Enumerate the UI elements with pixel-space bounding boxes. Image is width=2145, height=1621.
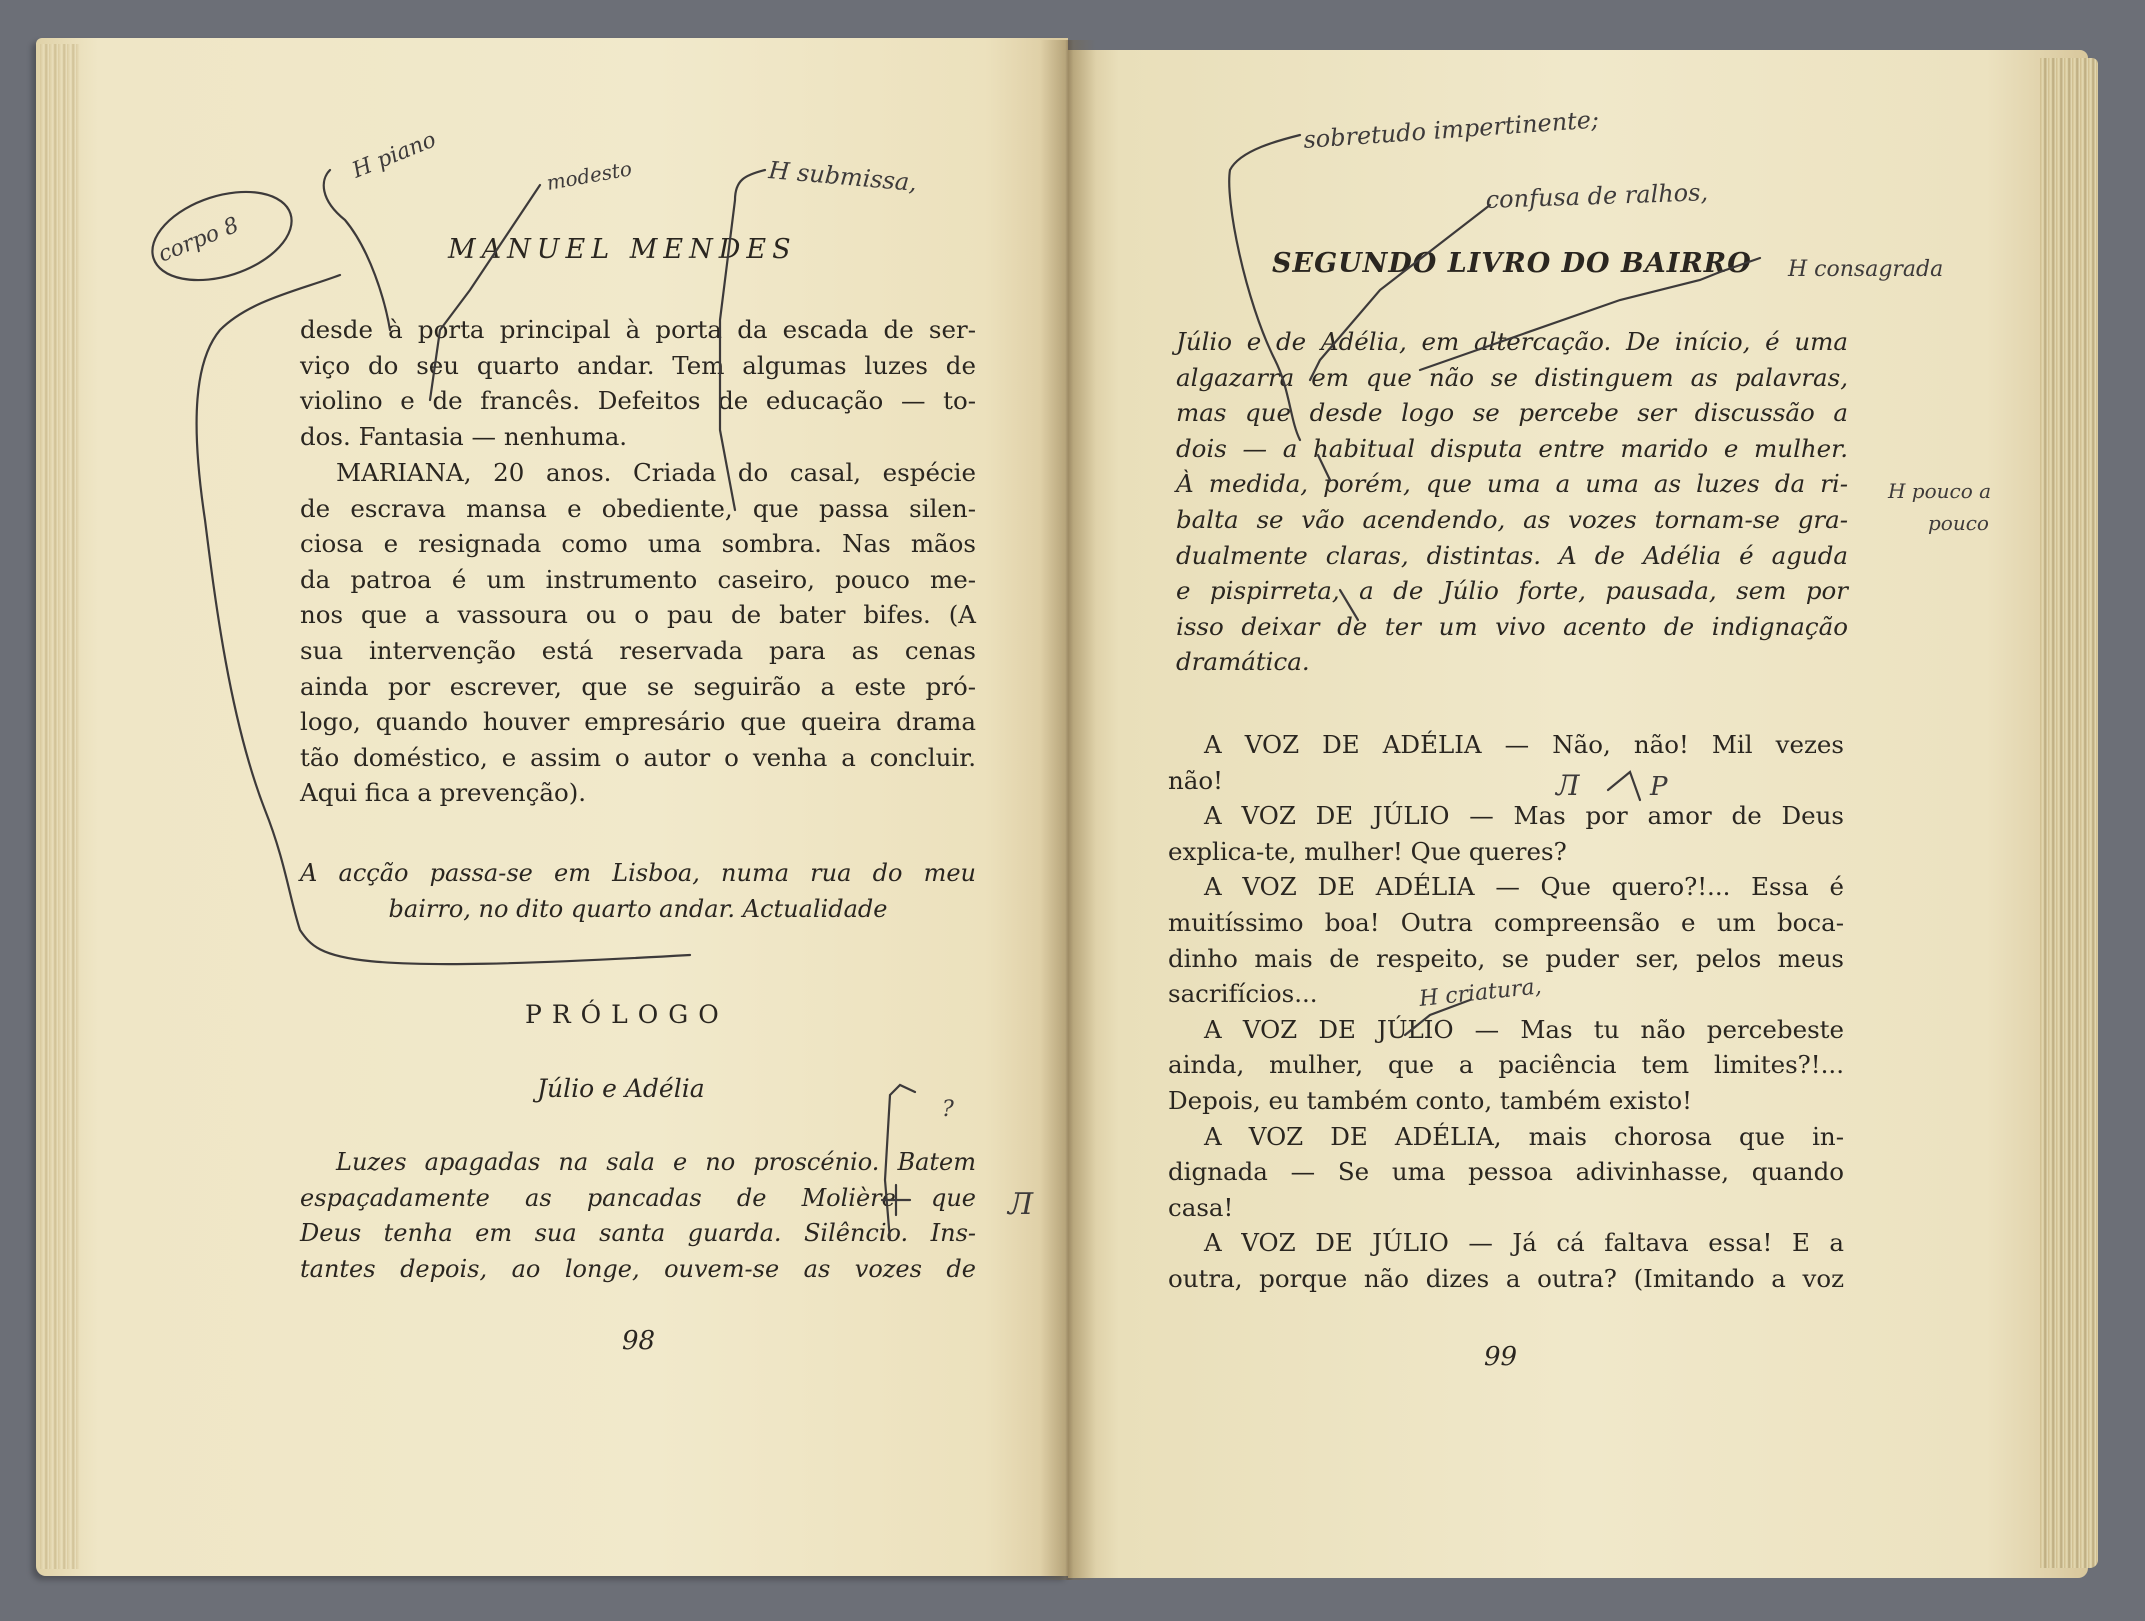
note-p: P xyxy=(1650,772,1668,802)
note-sobretudo: sobretudo impertinente; xyxy=(1302,105,1600,154)
text-line: da patroa é um instrumento caseiro, pouco me- xyxy=(300,564,976,594)
text-line: Deus tenha em sua santa guarda. Silêncio. Ins- xyxy=(300,1219,976,1248)
text-line: A acção passa-se em Lisboa, numa rua do meu xyxy=(300,859,976,887)
text-line: dualmente claras, distintas. A de Adélia é aguda xyxy=(1176,540,1848,570)
prologue-characters: Júlio e Adélia xyxy=(537,1074,705,1103)
sobretudo-insert-line xyxy=(1229,135,1300,440)
text-line: dramática. xyxy=(1176,647,1310,677)
text-line: balta se vão acendendo, as vozes tornam-se gra- xyxy=(1176,504,1848,534)
text-line: nos que a vassoura ou o pau de bater bifes. (A xyxy=(300,600,976,630)
note-pouco: pouco xyxy=(1928,511,1989,535)
dialogue-line: outra, porque não dizes a outra? (Imitando a voz xyxy=(1168,1263,1844,1293)
text-line: e pispirreta, a de Júlio forte, pausada, sem por xyxy=(1176,576,1848,606)
dialogue-line: A VOZ DE JÚLIO — Já cá faltava essa! E a xyxy=(1204,1228,1844,1258)
caret-mark xyxy=(1340,590,1358,620)
dialogue-line: casa! xyxy=(1168,1192,1234,1222)
left-running-title: MANUEL MENDES xyxy=(448,234,797,265)
dialogue-line: A VOZ DE JÚLIO — Mas por amor de Deus xyxy=(1204,801,1844,831)
text-line: isso deixar de ter um vivo acento de indignação xyxy=(1176,611,1848,641)
dialogue-line: ainda, mulher, que a paciência tem limites?!... xyxy=(1168,1050,1844,1080)
note-ph: Л xyxy=(1556,769,1580,802)
text-line: sua intervenção está reservada para as cenas xyxy=(300,635,976,665)
submissa-insert-line xyxy=(720,170,765,510)
text-line: espaçadamente as pancadas de Molière que xyxy=(300,1183,976,1212)
right-page-number: 99 xyxy=(1484,1342,1518,1372)
text-line: MARIANA, 20 anos. Criada do casal, espécie xyxy=(336,458,976,487)
text-line: Aqui fica a prevenção). xyxy=(300,778,587,808)
text-line: de escrava mansa e obediente, que passa silen- xyxy=(300,493,976,523)
dialogue-line: não! xyxy=(1168,765,1223,795)
text-line: desde à porta principal à porta da escada de ser- xyxy=(300,315,976,344)
note-margin-mark: Л xyxy=(1008,1187,1034,1222)
caret-mark xyxy=(1318,455,1330,480)
dialogue-line: Depois, eu também conto, também existo! xyxy=(1168,1085,1692,1115)
text-line: bairro, no dito quarto andar. Actualidade xyxy=(388,894,888,923)
dialogue-line: sacrifícios... xyxy=(1168,979,1318,1009)
right-running-title: SEGUNDO LIVRO DO BAIRRO xyxy=(1272,248,1752,279)
text-line: viço do seu quarto andar. Tem algumas luzes de xyxy=(300,350,976,380)
dialogue-line: A VOZ DE ADÉLIA, mais chorosa que in- xyxy=(1204,1121,1844,1151)
modesto-insert-line xyxy=(430,185,540,400)
text-line: logo, quando houver empresário que queira drama xyxy=(300,707,976,737)
note-modesto: modesto xyxy=(544,156,634,195)
note-submissa: H submissa, xyxy=(767,156,919,197)
dialogue-line: A VOZ DE ADÉLIA — Não, não! Mil vezes xyxy=(1204,730,1844,759)
note-piano: H piano xyxy=(348,127,440,184)
left-page-number: 98 xyxy=(622,1326,656,1356)
note-criatura: H criatura, xyxy=(1418,974,1543,1012)
text-line: À medida, porém, que uma a uma as luzes da ri- xyxy=(1176,469,1848,499)
note-corpo: corpo 8 xyxy=(154,212,243,268)
dialogue-line: dinho mais de respeito, se puder ser, pelos meus xyxy=(1168,943,1844,973)
text-line: algazarra em que não se distinguem as palavras, xyxy=(1176,362,1848,392)
text-line: dos. Fantasia — nenhuma. xyxy=(300,421,628,451)
ph-insert-line xyxy=(1608,772,1640,800)
dialogue-line: A VOZ DE JÚLIO — Mas tu não percebeste xyxy=(1204,1014,1844,1044)
note-question: ? xyxy=(942,1097,954,1122)
text-line: violino e de francês. Defeitos de educação — to- xyxy=(300,386,976,416)
text-line: Luzes apagadas na sala e no proscénio. Batem xyxy=(336,1148,976,1176)
dialogue-line: explica-te, mulher! Que queres? xyxy=(1168,836,1567,866)
text-line: Júlio e de Adélia, em altercação. De início, é uma xyxy=(1176,327,1848,356)
text-line: ciosa e resignada como uma sombra. Nas mãos xyxy=(300,529,976,559)
text-line: ainda por escrever, que se seguirão a este pró- xyxy=(300,671,976,701)
note-consagrada: H consagrada xyxy=(1788,257,1944,282)
dialogue-line: A VOZ DE ADÉLIA — Que quero?!... Essa é xyxy=(1204,872,1844,902)
text-line: dois — a habitual disputa entre marido e mulher. xyxy=(1176,433,1848,463)
note-confusa: confusa de ralhos, xyxy=(1485,178,1709,214)
consagrada-insert-line xyxy=(1420,258,1760,370)
dialogue-line: dignada — Se uma pessoa adivinhasse, quando xyxy=(1168,1157,1844,1187)
confusa-insert-line xyxy=(1310,205,1490,380)
text-line: tão doméstico, e assim o autor o venha a concluir. xyxy=(300,742,976,772)
prologue-heading: PRÓLOGO xyxy=(525,1000,729,1029)
text-line: tantes depois, ao longe, ouvem-se as vozes de xyxy=(300,1254,976,1283)
text-line: mas que desde logo se percebe ser discussão a xyxy=(1176,398,1848,428)
dialogue-line: muitíssimo boa! Outra compreensão e um boca- xyxy=(1168,907,1844,937)
piano-insert-line xyxy=(324,170,390,330)
left-bracket-mark xyxy=(197,275,690,964)
note-pouco-a: H pouco a xyxy=(1888,479,1992,503)
moliere-bracket-mark xyxy=(885,1085,915,1240)
